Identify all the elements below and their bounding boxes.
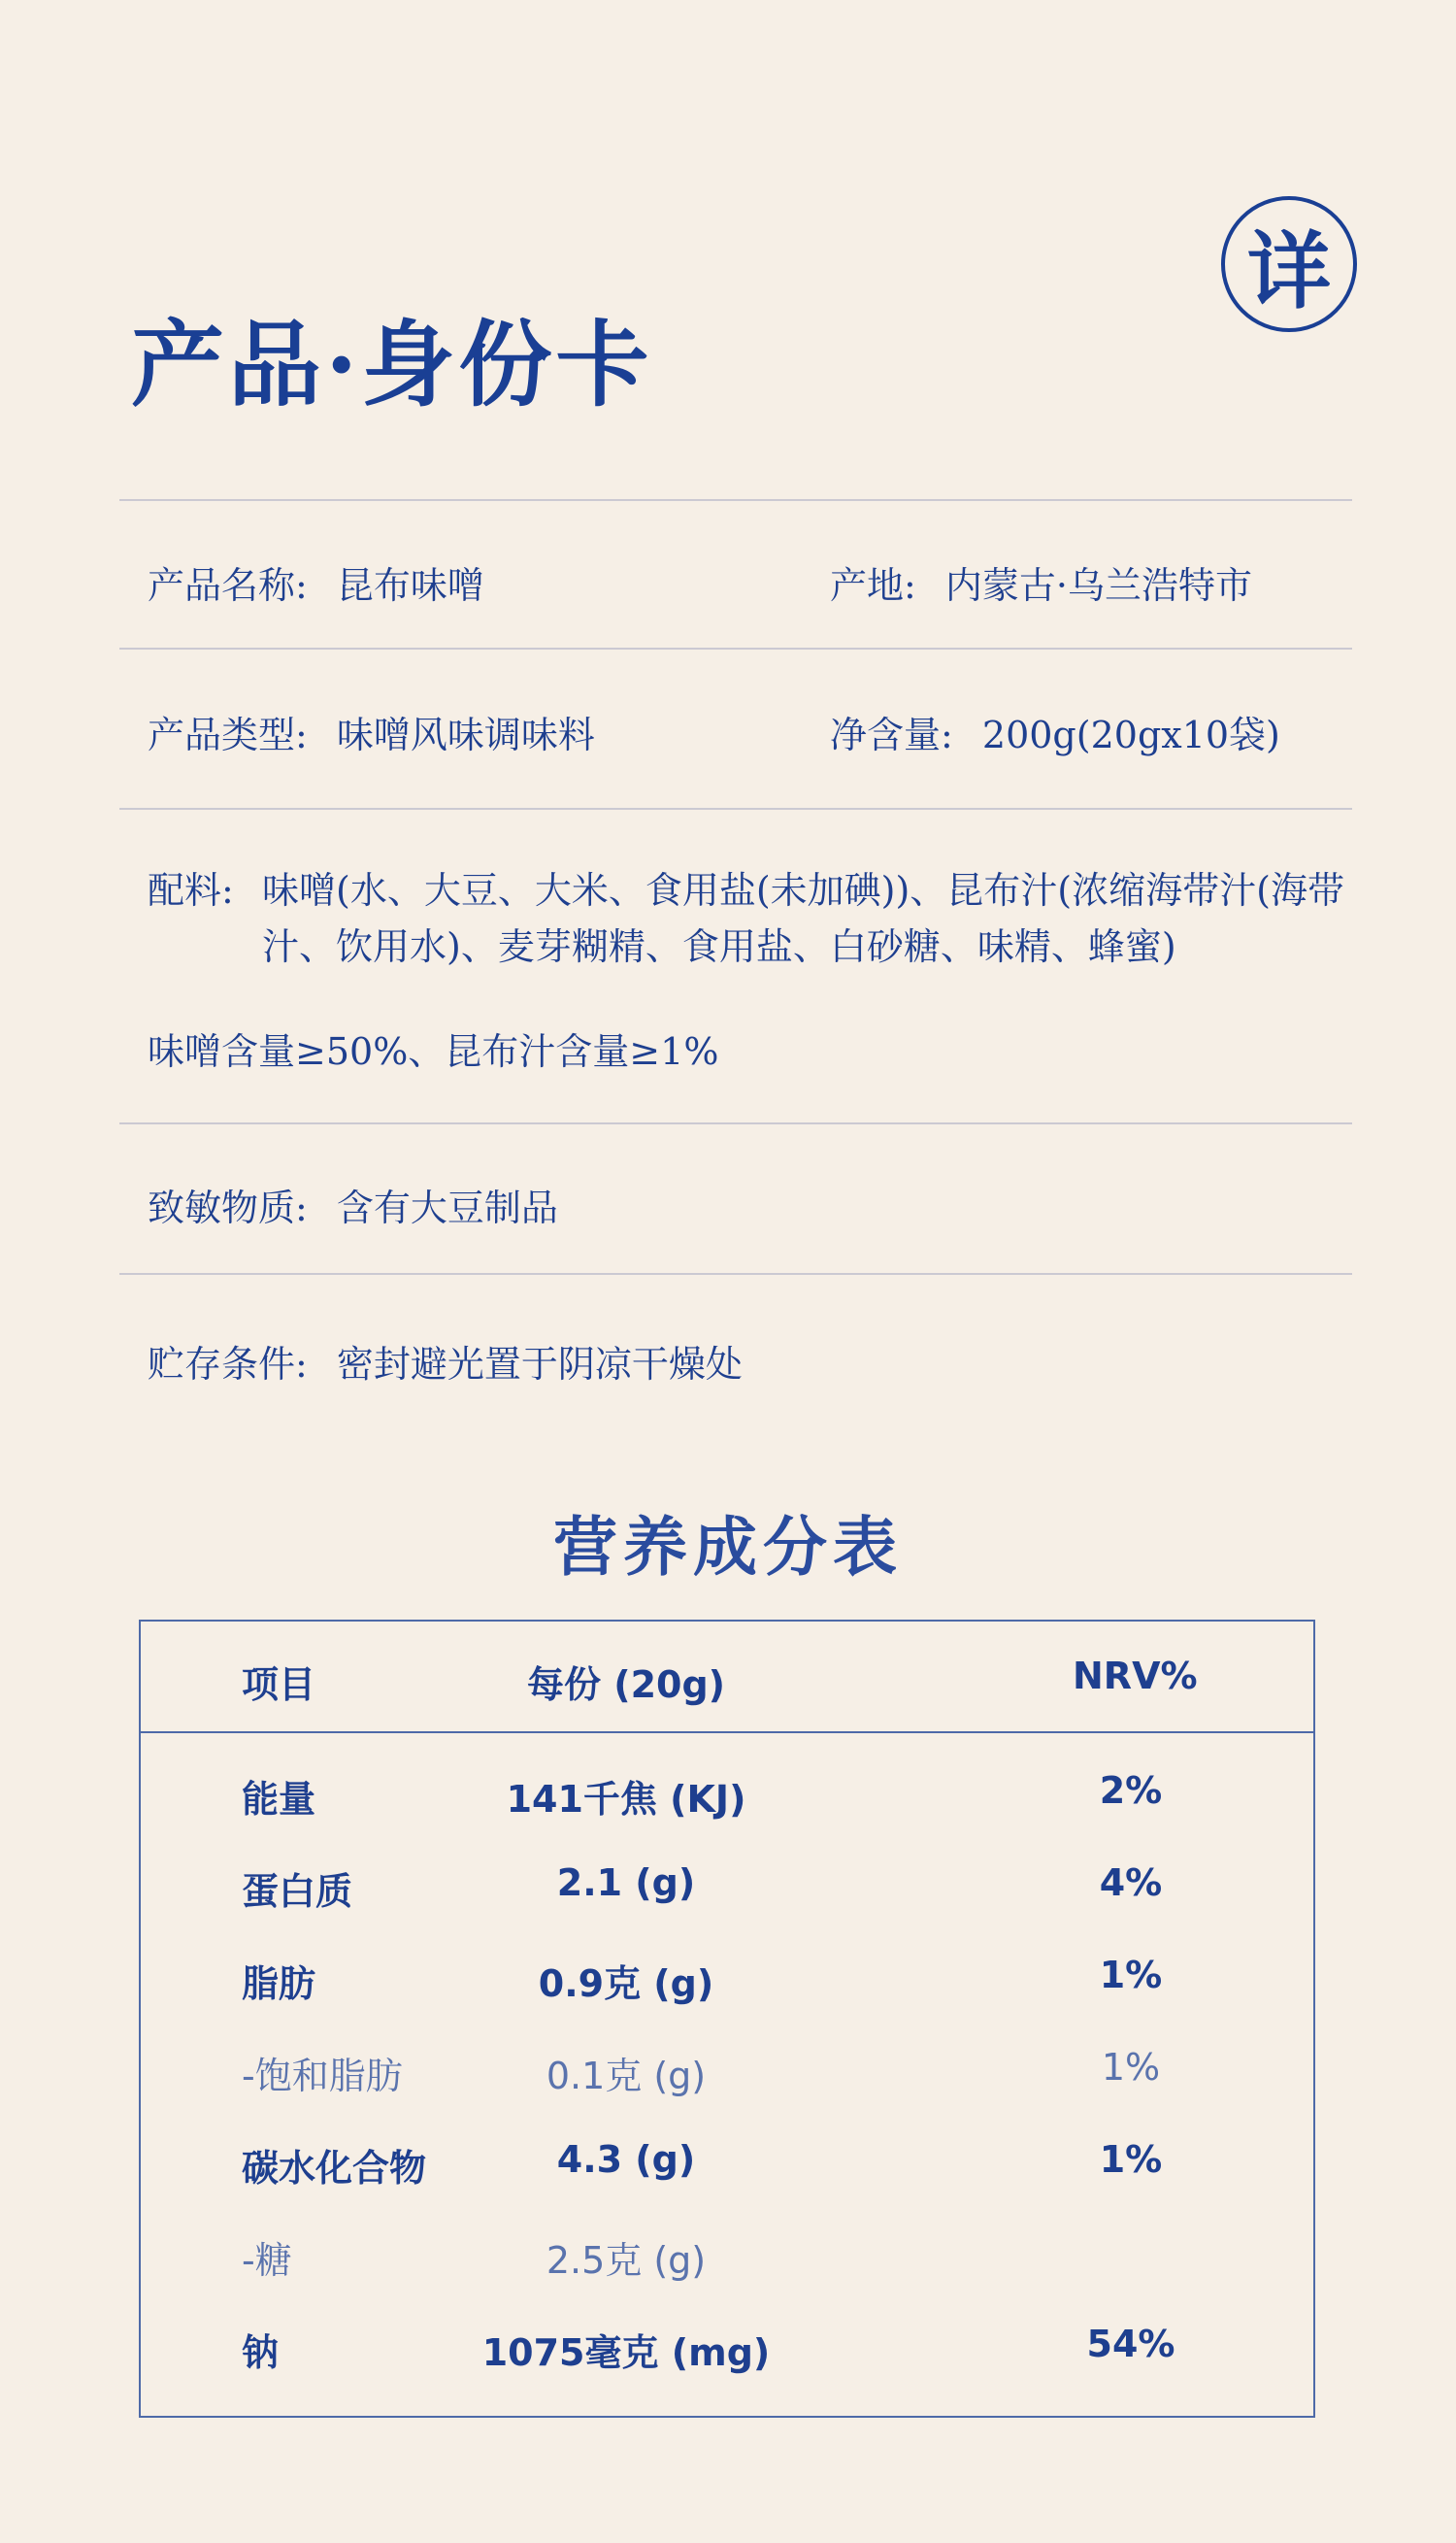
header-item: 项目 [242,1663,316,1706]
allergen-value: 含有大豆制品 [336,1187,558,1229]
row-per-serving: 2.5克 (g) [546,2239,707,2282]
page-title: 产品·身份卡 [131,310,653,419]
product-type-value: 味噌风味调味料 [336,714,595,756]
divider [119,1273,1352,1275]
storage-label: 贮存条件: [148,1343,308,1386]
seal-char: 详 [1247,222,1331,320]
allergen-row [148,1178,558,1231]
row-item: 脂肪 [242,1962,316,2005]
row-item: 能量 [242,1778,316,1821]
row-per-serving: 4.3 (g) [556,2138,696,2181]
storage-value: 密封避光置于阴凉干燥处 [336,1343,743,1386]
row-nrv: 2% [1099,1769,1163,1812]
divider [119,499,1352,501]
content-note: 味噌含量≥50%、昆布汁含量≥1% [148,1030,719,1073]
row-item: -糖 [242,2239,292,2282]
net-content-label: 净含量: [830,714,953,756]
row-nrv: 54% [1086,2323,1175,2365]
header-nrv: NRV% [1073,1655,1198,1697]
ingredients-block [148,862,1344,975]
net-content-value: 200g(20gx10袋) [981,714,1280,756]
row-per-serving: 1075毫克 (mg) [481,2331,771,2374]
row-nrv: 1% [1099,2138,1163,2181]
row-item: 碳水化合物 [242,2147,427,2190]
row-item: -饱和脂肪 [242,2055,403,2097]
product-type-label: 产品类型: [148,714,308,756]
product-name-label: 产品名称: [148,564,308,607]
detail-seal-icon [1221,196,1357,332]
row-per-serving: 0.1克 (g) [546,2055,707,2097]
row-per-serving: 141千焦 (KJ) [506,1778,746,1821]
row-nrv: 4% [1099,1861,1163,1904]
row-per-serving: 2.1 (g) [556,1861,696,1904]
allergen-label: 致敏物质: [148,1187,308,1229]
header-per-serving: 每份 (20g) [526,1663,726,1706]
product-type-row [148,705,595,758]
row-nrv: 1% [1101,2046,1161,2089]
nutrition-title: 营养成分表 [553,1509,903,1585]
net-content-row [830,705,1280,758]
divider [119,648,1352,650]
storage-row [148,1334,743,1388]
row-item: 钠 [242,2331,280,2374]
ingredients-line-2: 汁、饮用水)、麦芽糊精、食用盐、白砂糖、味精、蜂蜜) [262,925,1176,968]
product-name-row [148,555,484,609]
row-per-serving: 0.9克 (g) [538,1962,714,2005]
row-item: 蛋白质 [242,1870,353,1913]
nutrition-table-header [141,1622,1313,1733]
ingredients-label: 配料: [148,869,234,912]
nutrition-table [139,1620,1315,2418]
origin-row [830,555,1252,609]
ingredients-line-1: 味噌(水、大豆、大米、食用盐(未加碘))、昆布汁(浓缩海带汁(海带 [262,869,1344,912]
divider [119,808,1352,810]
origin-label: 产地: [830,564,916,607]
divider [119,1122,1352,1124]
product-name-value: 昆布味噌 [336,564,484,607]
row-nrv: 1% [1099,1954,1163,1996]
origin-value: 内蒙古·乌兰浩特市 [944,564,1252,607]
